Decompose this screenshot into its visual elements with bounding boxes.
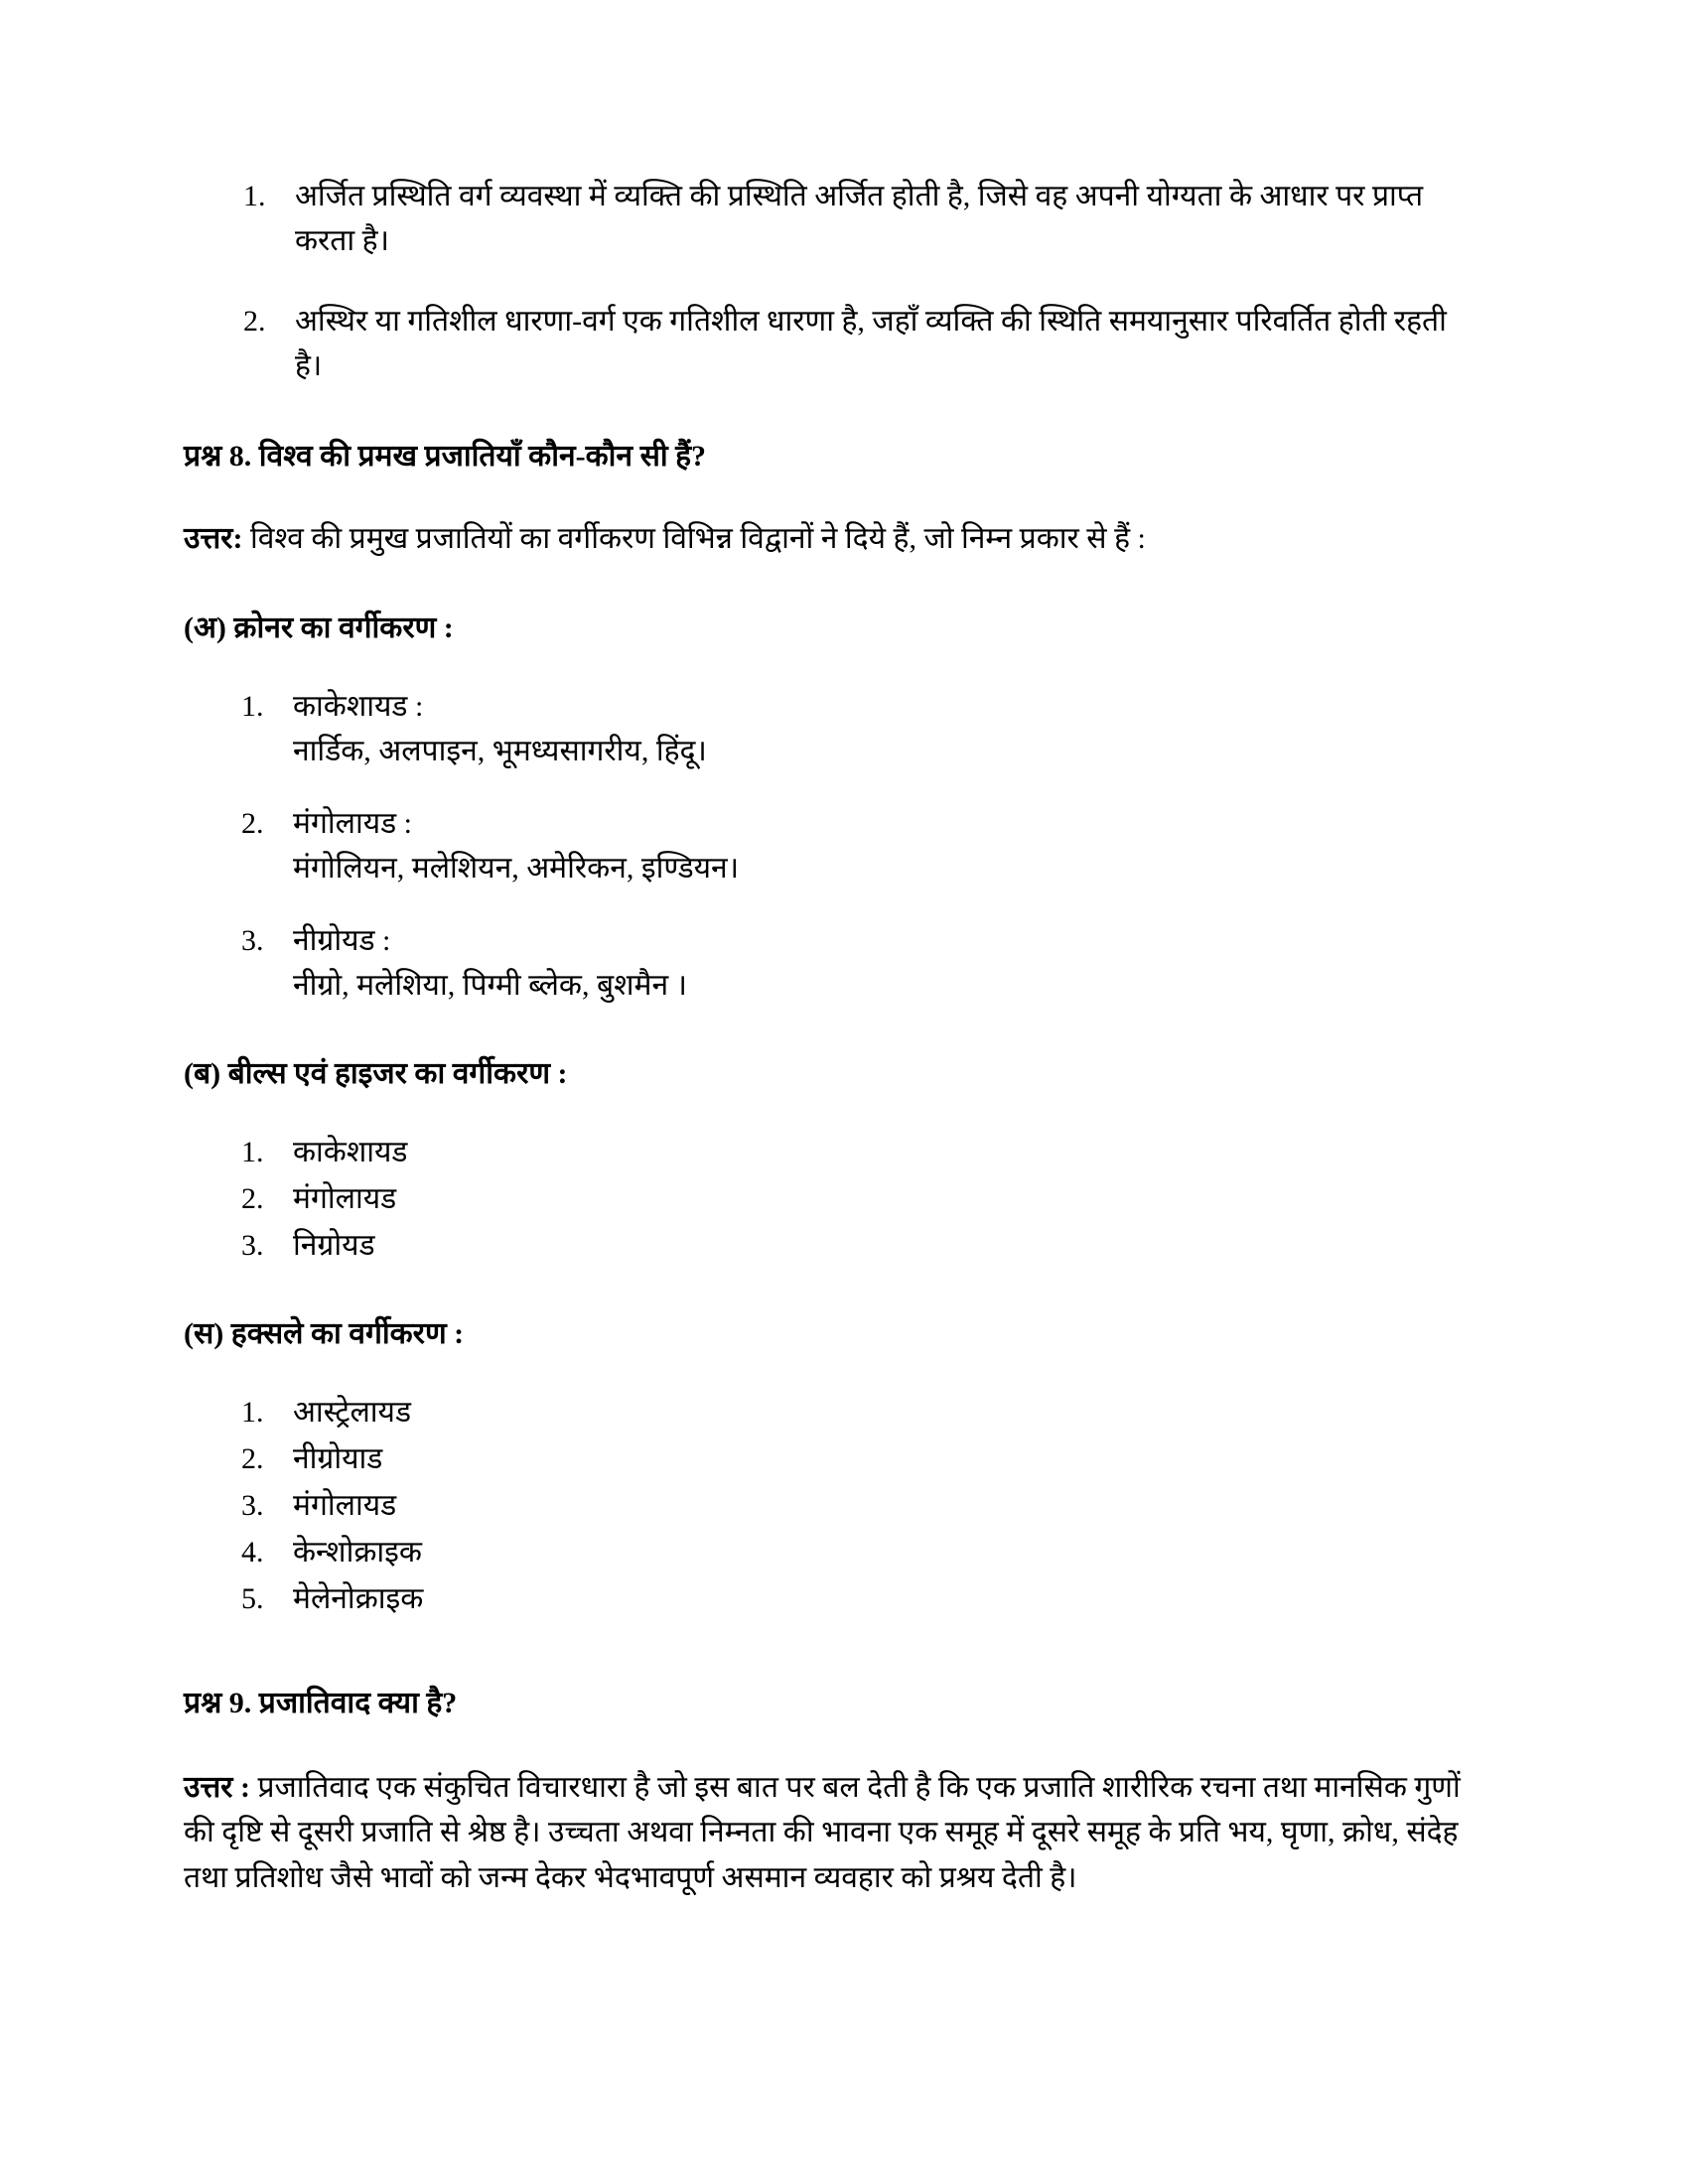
list-item-text: अस्थिर या गतिशील धारणा-वर्ग एक गतिशील धारणा है, जहाँ व्यक्ति की स्थिति समयानुसार परिवर्तित होती रहती है। xyxy=(295,305,1447,382)
answer-label: उत्तर: xyxy=(184,522,243,555)
list-item xyxy=(293,1530,1479,1574)
continued-answer-list xyxy=(184,174,1479,388)
list-item xyxy=(293,1483,1479,1528)
answer-body: विश्व की प्रमुख प्रजातियों का वर्गीकरण विभिन्न विद्वानों ने दिये हैं, जो निम्न प्रकार से हैं : xyxy=(242,522,1146,555)
list-item-title: काकेशायड : xyxy=(293,689,424,723)
list-item xyxy=(293,1223,1479,1268)
section-a-list xyxy=(184,684,1479,1008)
list-item xyxy=(293,1390,1479,1434)
list-item-title: केन्शोक्राइक xyxy=(293,1535,422,1569)
list-item-title: मंगोलायड xyxy=(293,1488,397,1522)
list-item xyxy=(293,684,1479,773)
list-item-text: अर्जित प्रस्थिति वर्ग व्यवस्था में व्यक्ति की प्रस्थिति अर्जित होती है, जिसे वह अपनी योग्यता के आधार पर प्राप्त करता है। xyxy=(295,180,1424,257)
list-item-title: आस्ट्रेलायड xyxy=(293,1395,412,1429)
list-item xyxy=(293,1436,1479,1481)
section-c-heading: (स) हक्सले का वर्गीकरण : xyxy=(184,1316,465,1350)
section-b-list xyxy=(184,1130,1479,1268)
list-item-detail: नार्डिक, अलपाइन, भूमध्यसागरीय, हिंदू। xyxy=(293,734,707,767)
list-item xyxy=(293,918,1479,1008)
list-item-title: मेलेनोक्राइक xyxy=(293,1581,424,1615)
question-9-heading: प्रश्न 9. प्रजातिवाद क्या है? xyxy=(184,1686,458,1719)
list-item xyxy=(293,1130,1479,1174)
answer-body: प्रजातिवाद एक संकुचित विचारधारा है जो इस बात पर बल देती है कि एक प्रजाति शारीरिक रचना तथा मानसिक गुणों की दृष्टि से दूसरी प्रजाति से श्रेष्ठ है। उच्चता अथवा निम्नता की भावना एक समूह में दूसरे समूह के प्रति भय, घृणा, क्रोध, संदेह तथा प्रतिशोध जैसे भावों को जन्म देकर भेदभावपूर्ण असमान व्यवहार को प्रश्रय देती है। xyxy=(184,1770,1461,1894)
section-b-heading: (ब) बील्स एवं हाइजर का वर्गीकरण : xyxy=(184,1056,568,1090)
list-item-title: काकेशायड xyxy=(293,1135,408,1168)
section-a-heading: (अ) क्रोनर का वर्गीकरण : xyxy=(184,611,454,644)
list-item xyxy=(293,801,1479,890)
question-8-heading: प्रश्न 8. विश्व की प्रमख प्रजातियाँ कौन-कौन सी हैं? xyxy=(184,440,707,473)
list-item-title: नीग्रोयाड xyxy=(293,1441,383,1475)
list-item-title: निग्रोयड xyxy=(293,1228,375,1262)
list-item xyxy=(293,1176,1479,1221)
list-item-title: नीग्रोयड : xyxy=(293,923,391,957)
list-item-detail: नीग्रो, मलेशिया, पिग्मी ब्लेक, बुशमैन । xyxy=(293,968,687,1002)
answer-label: उत्तर : xyxy=(184,1770,250,1804)
list-item xyxy=(293,1576,1479,1621)
question-8-answer xyxy=(184,516,1479,562)
list-item-title: मंगोलायड xyxy=(293,1181,397,1215)
list-item xyxy=(295,299,1479,388)
section-c-list xyxy=(184,1390,1479,1621)
list-item-detail: मंगोलियन, मलेशियन, अमेरिकन, इण्डियन। xyxy=(293,851,740,885)
list-item xyxy=(295,174,1479,263)
list-item-title: मंगोलायड : xyxy=(293,806,412,840)
question-9-answer xyxy=(184,1765,1479,1901)
